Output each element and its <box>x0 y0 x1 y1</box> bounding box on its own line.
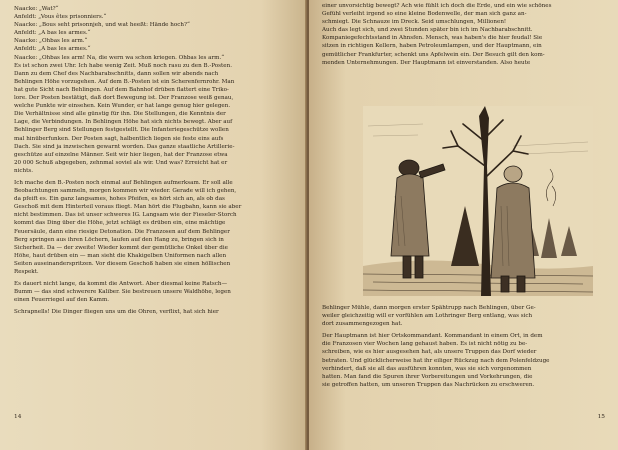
text-line: hatten. Man fand die Spuren ihrer Vorbereitungen und Vorkehrungen, die <box>322 373 533 380</box>
text-line: lore. Der Posten bestätigt, daß dort Bewegung ist. Der Franzose weiß genau, <box>14 95 234 102</box>
text-line: Bumm — das sind schwerere Kaliber. Sie bestreuen unsere Waldhöhe, legen <box>14 289 231 296</box>
text-line: Schrapnells! Die Dinger fliegen uns um die Ohren, verflixt, hat sich hier <box>14 309 219 316</box>
paragraph-4 <box>14 308 296 316</box>
text-line: gemütlicher Frankfurter, schenkt uns Apfelwein ein. Der Besuch gilt den kom- <box>322 51 545 58</box>
text-line: Auch das legt sich, und zwei Stunden später bin ich im Nachbarabschnitt. <box>322 27 533 34</box>
text-line: nichts. <box>14 167 34 174</box>
text-line: Behlinger Berg sind Stellungen festgestellt. Die Infanteriegeschütze wollen <box>14 127 229 134</box>
text-line: schmiegt. Die Schnauze im Dreck. Seid umschlungen, Millionen! <box>322 19 507 26</box>
text-line: da pfeift es. Ein ganz langsames, hohes Pfeifen, es hört sich an, als ob das <box>14 196 225 203</box>
text-line: Geschoß mit dem Hinterteil voraus fliegt. Man hört die Flugbahn, kann sie aber <box>14 204 242 211</box>
text-line: Es dauert nicht lange, da kommt die Antwort. Aber diesmal keine Ratsch— <box>14 281 228 288</box>
paragraph-3 <box>14 280 296 304</box>
text-line: weiler gleichzeitig will er vorfühlen am Lothringer Berg entlang, was sich <box>322 313 533 320</box>
text-line: Ich mache den B.-Posten noch einmal auf Behlingen aufmerksam. Er soll alle <box>14 179 233 186</box>
text-line: einen Feuerriegel auf den Kamm. <box>14 297 110 304</box>
text-line: Dach. Sie sind ja inzwischen gewarnt worden. Das ganze staatliche Artillerie- <box>14 143 235 150</box>
text-line: Seiten auseinanderspritzen. Vor diesem Geschoß haben sie einen höllischen <box>14 260 231 267</box>
page-number-left: 14 <box>14 414 22 420</box>
text-line: Höhe, haut drüben ein — man sieht die Khakigelben Uniformen nach allen <box>14 252 227 259</box>
text-line: Behlinger Mühle, dann morgen erster Spähtrupp nach Behlingen, über Ge- <box>322 305 536 311</box>
text-line: welche Punkte wir einsehen. Kein Wunder, er hat lange genug hier gelegen. <box>14 103 231 110</box>
right-page <box>309 0 618 450</box>
text-line: Lage, die Verbindungen. In Behlingen Höhe hat sich nichts bewegt. Aber auf <box>14 119 233 126</box>
text-line: Anfeldt: „A bas les armes.“ <box>14 30 91 37</box>
paragraph-top-2 <box>322 26 606 66</box>
text-line: einer unvorsichtig bewegt? Ach wie fühlt ich doch die Erde, und ein wie schönes <box>322 3 552 9</box>
text-line: 20 000 Schuß abgegeben, zehnmal soviel als wir. Und was? Erreicht hat er <box>14 159 228 166</box>
text-line: Anfeldt: „A bas les armes.“ <box>14 46 91 53</box>
dialogue-block <box>14 5 296 62</box>
text-line: dort zusammengezogen hat. <box>322 321 403 328</box>
text-line: schreiben, wie es hier ausgesehen hat, als unsere Truppen das Dorf wieder <box>322 349 537 356</box>
text-line: die Franzosen vier Wochen lang gehaust haben. Es ist nicht nötig zu be- <box>322 341 528 348</box>
paragraph-1 <box>14 62 296 175</box>
text-line: menden Unternehmungen. Der Hauptmann ist einverstanden. Also heute <box>322 59 531 66</box>
text-line: Sicherheit. Da — der zweite! Wieder kommt der gemütliche Onkel über die <box>14 244 228 251</box>
text-line: Die Verhältnisse sind alle günstig für ihn. Die Stellungen, die Kenntnis der <box>14 111 226 118</box>
right-page-top-text <box>322 2 606 67</box>
right-page-bottom-text <box>322 304 606 389</box>
text-line: Naacke: „Bous seht prisonnjeh, und wat heeßt: Hände hoch?“ <box>14 22 190 29</box>
paragraph-2 <box>14 179 296 276</box>
text-line: Gefühl verleiht irgend so eine kleine Bodenwelle, der man sich ganz an- <box>322 11 527 18</box>
text-line: Behlingen Höhe vorzugehen. Auf dem B.-Posten ist ein Scherenfernrohr. Man <box>14 78 235 85</box>
text-line: Naacke: „Ohbas les arm! Na, die wern wa schon kriegen. Ohbas les arm.“ <box>14 54 225 61</box>
text-line: mal hinüberfunken. Der Posten sagt, halbentlich liegen sie feste eins aufs <box>14 135 224 142</box>
text-line: nicht bestimmen. Das ist unser schweres IG. Langsam wie der Fieseler-Storch <box>14 212 237 219</box>
text-line: Feuersäule, dann eine riesige Detonation. Die Franzosen auf dem Behlinger <box>14 228 230 235</box>
text-line: hat gute Sicht nach Behlingen. Auf dem Bahnhof drüben flattert eine Triko- <box>14 86 229 93</box>
page-number-right: 15 <box>597 414 605 420</box>
text-line: Dann zu dem Chef des Nachbarabschnitts, dann sollen wir abends nach <box>14 70 219 77</box>
paragraph-bottom-1 <box>322 304 606 328</box>
text-line: verhindert, daß sie all das ausführen konnten, was sie sich vorgenommen <box>322 365 532 372</box>
paragraph-top-1 <box>322 2 606 26</box>
text-line: sitzen in richtigen Kellern, haben Petroleumlampen, und der Hauptmann, ein <box>322 43 542 50</box>
text-line: Respekt. <box>14 269 39 275</box>
text-line: sie getroffen hatten, um unseren Truppen das Nachrücken zu erschweren. <box>322 381 535 388</box>
text-line: Berg springen aus ihren Löchern, laufen auf den Hang zu, bringen sich in <box>14 236 224 243</box>
text-line: Anfeldt: „Vous êtes prisonniers.“ <box>14 14 107 21</box>
text-line: Naacke: „Wat?“ <box>14 6 59 12</box>
text-line: Der Hauptmann ist hier Ortskommandant. Kommandant in einem Ort, in dem <box>322 333 543 340</box>
soldiers-illustration <box>363 106 593 296</box>
text-line: Kompaniegefechtsstand in Ahnsfen. Mensch, was haben's die hier feudal! Sie <box>322 35 543 42</box>
text-line: betraten. Und glücklicherweise hat ihr eiliger Rückzug nach dem Polenfeldzuge <box>322 357 550 364</box>
text-line: geschütze auf einzelne Männer. Seit wir hier liegen, hat der Franzose etwa <box>14 151 228 158</box>
text-line: Beobachtungen sammeln, morgen kommen wir wieder. Gerade will ich gehen, <box>14 188 237 195</box>
text-line: kommt das Ding über die Höhe, jetzt schlägt es drüben ein, eine mächtige <box>14 220 226 227</box>
left-page <box>0 0 307 450</box>
left-page-text <box>14 5 296 316</box>
paragraph-bottom-2 <box>322 332 606 389</box>
text-line: Es ist schon zwei Uhr. Ich habe wenig Zeit. Muß noch rasu zu den B.-Posten. <box>14 62 232 69</box>
text-line: Naacke: „Ohbas les arm.“ <box>14 38 88 45</box>
